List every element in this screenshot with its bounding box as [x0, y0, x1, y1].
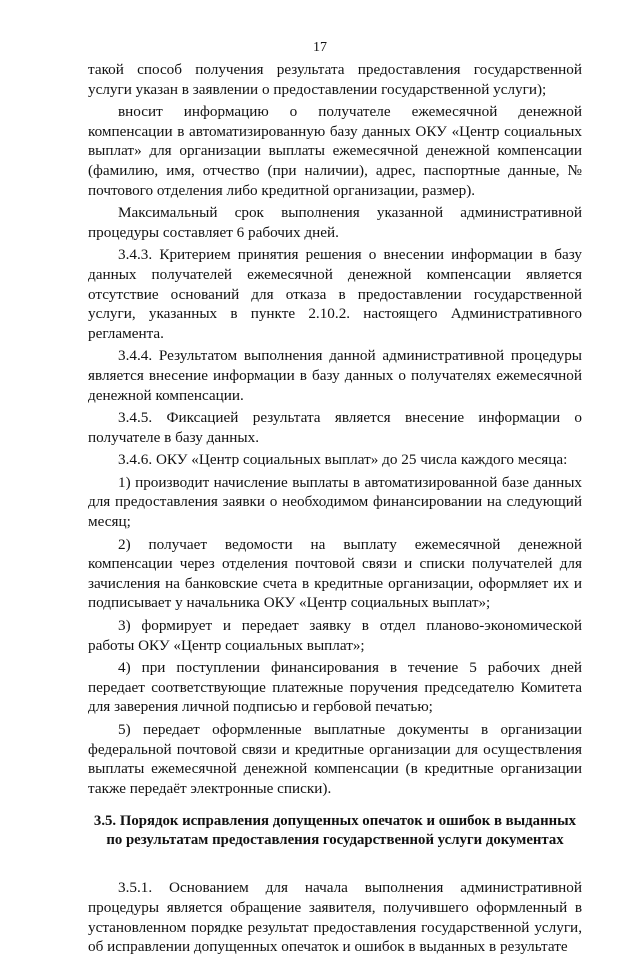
paragraph: 3.4.5. Фиксацией результата является внесение информации о получателе в базу данных.	[88, 409, 582, 446]
spacer	[88, 798, 582, 812]
paragraphs-bottom	[88, 878, 582, 956]
page-number: 17	[313, 40, 327, 55]
document-body	[88, 60, 582, 957]
paragraph: 3.5.1. Основанием для начала выполнения административной процедуры является обращение заявителя, получившего оформленный в установленном порядке результат предоставления государственной услуги, об исправлении допущенных опечаток и ошибок в выданных в результате	[88, 879, 582, 956]
paragraph: 3) формирует и передает заявку в отдел планово-экономической работы ОКУ «Центр социальных выплат»;	[88, 617, 582, 654]
paragraph: 3.4.3. Критерием принятия решения о внесении информации в базу данных получателей ежемесячной денежной компенсации является отсутствие оснований для отказа в предоставлении государственной услуги, указанных в пункте 2.10.2. настоящего Административного регламента.	[88, 246, 582, 342]
paragraph: 1) производит начисление выплаты в автоматизированной базе данных для предоставления заявки о необходимом финансировании на следующий месяц;	[88, 473, 582, 531]
section-heading: 3.5. Порядок исправления допущенных опечаток и ошибок в выданных по результатам предоставления государственной услуги документах	[93, 813, 577, 849]
paragraph: 5) передает оформленные выплатные документы в организации федеральной почтовой связи и кредитные организации для осуществления выплаты ежемесячной денежной компенсации (в кредитные организации также передаёт электронные списки).	[88, 721, 582, 797]
paragraph: вносит информацию о получателе ежемесячной денежной компенсации в автоматизированную базу данных ОКУ «Центр социальных выплат» для организации выплаты ежемесячной денежной компенсации (фамилию, имя, отчество (при наличии), адрес, паспортные данные, № почтового отделения либо кредитной организации, размер).	[88, 103, 582, 199]
paragraph: 3.4.4. Результатом выполнения данной административной процедуры является внесение информации в базу данных о получателях ежемесячной денежной компенсации.	[88, 347, 582, 404]
paragraph: 2) получает ведомости на выплату ежемесячной денежной компенсации через отделения почтовой связи и списки получателей для зачисления на банковские счета в кредитные организации, оформляет их и подписывает у начальника ОКУ «Центр социальных выплат»;	[88, 535, 582, 612]
paragraph: такой способ получения результата предоставления государственной услуги указан в заявлении о предоставлении государственной услуги);	[88, 61, 582, 98]
paragraph: 3.4.6. ОКУ «Центр социальных выплат» до 25 числа каждого месяца:	[118, 451, 568, 469]
spacer	[88, 850, 582, 878]
paragraph: 4) при поступлении финансирования в течение 5 рабочих дней передает соответствующие платежные поручения председателю Комитета для заверения личной подписью и гербовой печатью;	[88, 659, 582, 716]
paragraphs-top	[88, 60, 582, 798]
paragraph: Максимальный срок выполнения указанной административной процедуры составляет 6 рабочих дней.	[88, 204, 582, 241]
